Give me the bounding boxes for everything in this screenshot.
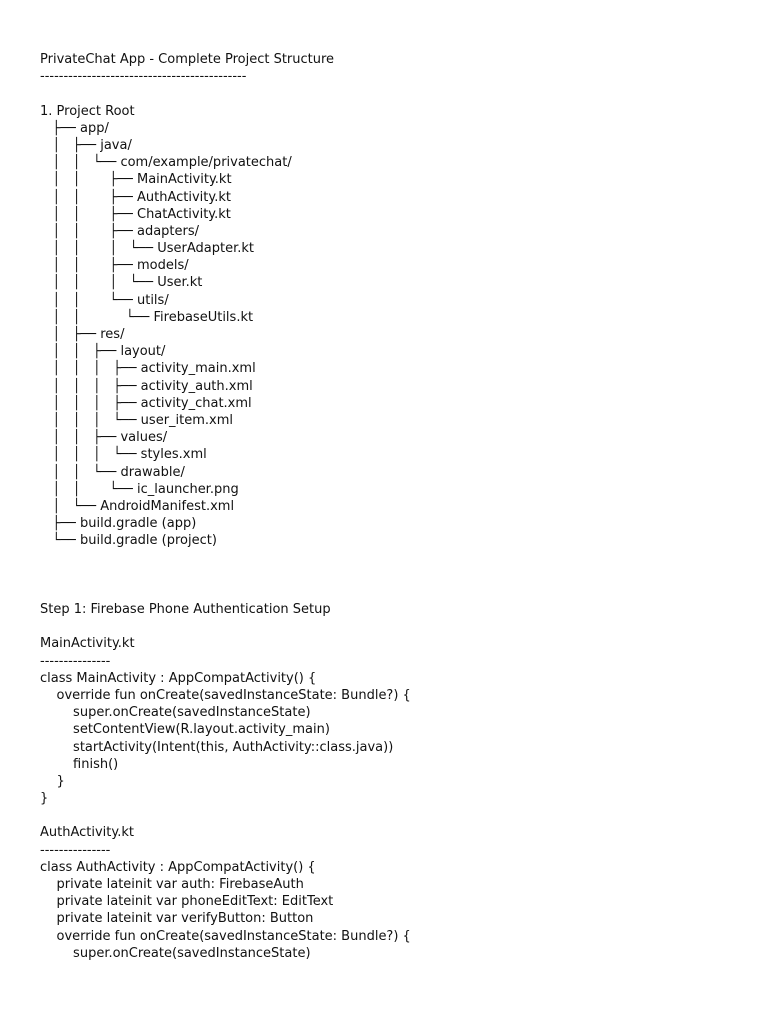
- text-line: private lateinit var auth: FirebaseAuth: [40, 877, 304, 892]
- text-line: │ │ └── com/example/privatechat/: [40, 155, 292, 171]
- text-line: │ │ │ ├── activity_chat.xml: [40, 395, 252, 411]
- text-line: finish(): [40, 756, 119, 772]
- text-line: │ │ │ └── User.kt: [40, 275, 203, 291]
- text-line: 1. Project Root: [40, 103, 135, 119]
- text-line: private lateinit var verifyButton: Button: [40, 911, 314, 927]
- text-line: │ │ └── drawable/: [40, 464, 185, 480]
- blank-line: [40, 807, 740, 824]
- text-line: │ │ └── FirebaseUtils.kt: [40, 309, 254, 325]
- blank-line: [40, 618, 740, 635]
- text-line: Step 1: Firebase Phone Authentication Setup: [40, 602, 331, 617]
- text-line: --------------------------------------------: [40, 69, 247, 85]
- text-line: │ │ └── utils/: [40, 292, 169, 308]
- text-line: │ ├── res/: [40, 327, 125, 342]
- text-line: └── build.gradle (project): [40, 533, 217, 549]
- blank-line: [40, 549, 740, 566]
- text-line: override fun onCreate(savedInstanceState: Bundle?) {: [40, 928, 411, 944]
- text-line: MainActivity.kt: [40, 636, 135, 652]
- text-line: AuthActivity.kt: [40, 825, 134, 841]
- text-line: │ │ │ └── user_item.xml: [40, 412, 234, 428]
- text-line: }: [40, 773, 65, 789]
- text-line: │ │ ├── ChatActivity.kt: [40, 206, 231, 222]
- text-line: │ │ ├── layout/: [40, 344, 166, 360]
- text-line: │ │ ├── MainActivity.kt: [40, 172, 232, 188]
- text-line: │ │ └── ic_launcher.png: [40, 481, 239, 497]
- text-line: super.onCreate(savedInstanceState): [40, 705, 311, 721]
- text-line: │ │ ├── models/: [40, 258, 189, 274]
- document-body: [40, 51, 740, 962]
- text-line: │ │ │ └── styles.xml: [40, 447, 207, 463]
- text-line: override fun onCreate(savedInstanceState: Bundle?) {: [40, 687, 411, 703]
- text-line: │ │ │ ├── activity_main.xml: [40, 361, 256, 377]
- text-line: class AuthActivity : AppCompatActivity() {: [40, 859, 316, 875]
- blank-line: [40, 567, 740, 584]
- blank-line: [40, 584, 740, 601]
- blank-line: [40, 85, 740, 102]
- text-line: │ ├── java/: [40, 137, 132, 153]
- text-line: }: [40, 791, 49, 807]
- text-line: ├── build.gradle (app): [40, 516, 197, 532]
- text-line: │ └── AndroidManifest.xml: [40, 498, 235, 514]
- text-line: │ │ │ ├── activity_auth.xml: [40, 378, 253, 394]
- text-line: ---------------: [40, 842, 111, 858]
- text-line: ├── app/: [40, 120, 109, 136]
- text-line: private lateinit var phoneEditText: EditText: [40, 894, 334, 910]
- text-line: class MainActivity : AppCompatActivity() {: [40, 670, 317, 686]
- text-line: super.onCreate(savedInstanceState): [40, 945, 311, 961]
- text-line: PrivateChat App - Complete Project Structure: [40, 52, 335, 67]
- text-line: │ │ ├── adapters/: [40, 223, 200, 239]
- text-line: │ │ ├── values/: [40, 430, 168, 446]
- text-line: ---------------: [40, 653, 111, 669]
- text-line: setContentView(R.layout.activity_main): [40, 722, 330, 738]
- text-line: │ │ ├── AuthActivity.kt: [40, 189, 231, 205]
- text-line: │ │ │ └── UserAdapter.kt: [40, 241, 254, 257]
- text-line: startActivity(Intent(this, AuthActivity::class.java)): [40, 739, 394, 755]
